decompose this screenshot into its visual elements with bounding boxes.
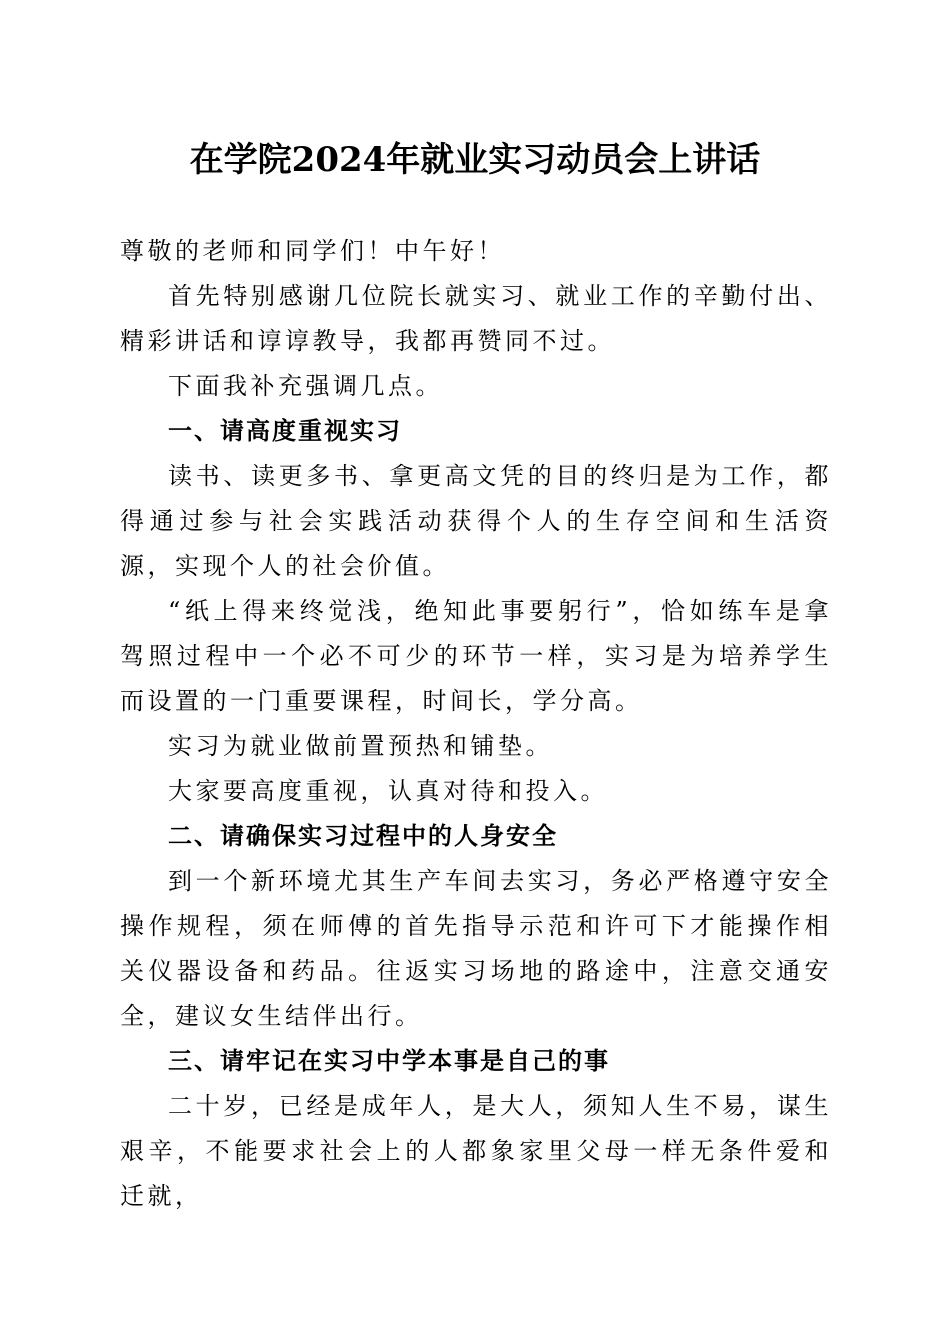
body-paragraph: 大家要高度重视，认真对待和投入。 <box>168 777 608 805</box>
body-paragraph: “纸上得来终觉浅，绝知此事要躬行”，恰如练车是拿驾照过程中一个必不可少的环节一样，实习是为培养学生而设置的一门重要课程，时间长，学分高。 <box>120 597 832 715</box>
intro-paragraph: 首先特别感谢几位院长就实习、就业工作的辛勤付出、精彩讲话和谆谆教导，我都再赞同不过。 <box>120 282 832 355</box>
body-paragraph: 二十岁，已经是成年人，是大人，须知人生不易，谋生艰辛，不能要求社会上的人都象家里父母一样无条件爱和迁就， <box>120 1092 832 1210</box>
section-heading: 一、请高度重视实习 <box>168 417 402 445</box>
body-paragraph: 实习为就业做前置预热和铺垫。 <box>168 732 553 760</box>
greeting-paragraph: 尊敬的老师和同学们！中午好！ <box>120 237 505 265</box>
body-paragraph: 到一个新环境尤其生产车间去实习，务必严格遵守安全操作规程，须在师傅的首先指导示范和许可下才能操作相关仪器设备和药品。往返实习场地的路途中，注意交通安全，建议女生结伴出行。 <box>120 867 832 1030</box>
body-paragraph: 读书、读更多书、拿更高文凭的目的终归是为工作，都得通过参与社会实践活动获得个人的生存空间和生活资源，实现个人的社会价值。 <box>120 462 832 580</box>
section-heading: 二、请确保实习过程中的人身安全 <box>168 822 558 850</box>
document-title: 在学院2024年就业实习动员会上讲话 <box>189 140 761 180</box>
document-body <box>120 229 832 1219</box>
section-heading: 三、请牢记在实习中学本事是自己的事 <box>168 1047 610 1075</box>
intro-paragraph: 下面我补充强调几点。 <box>168 372 443 400</box>
